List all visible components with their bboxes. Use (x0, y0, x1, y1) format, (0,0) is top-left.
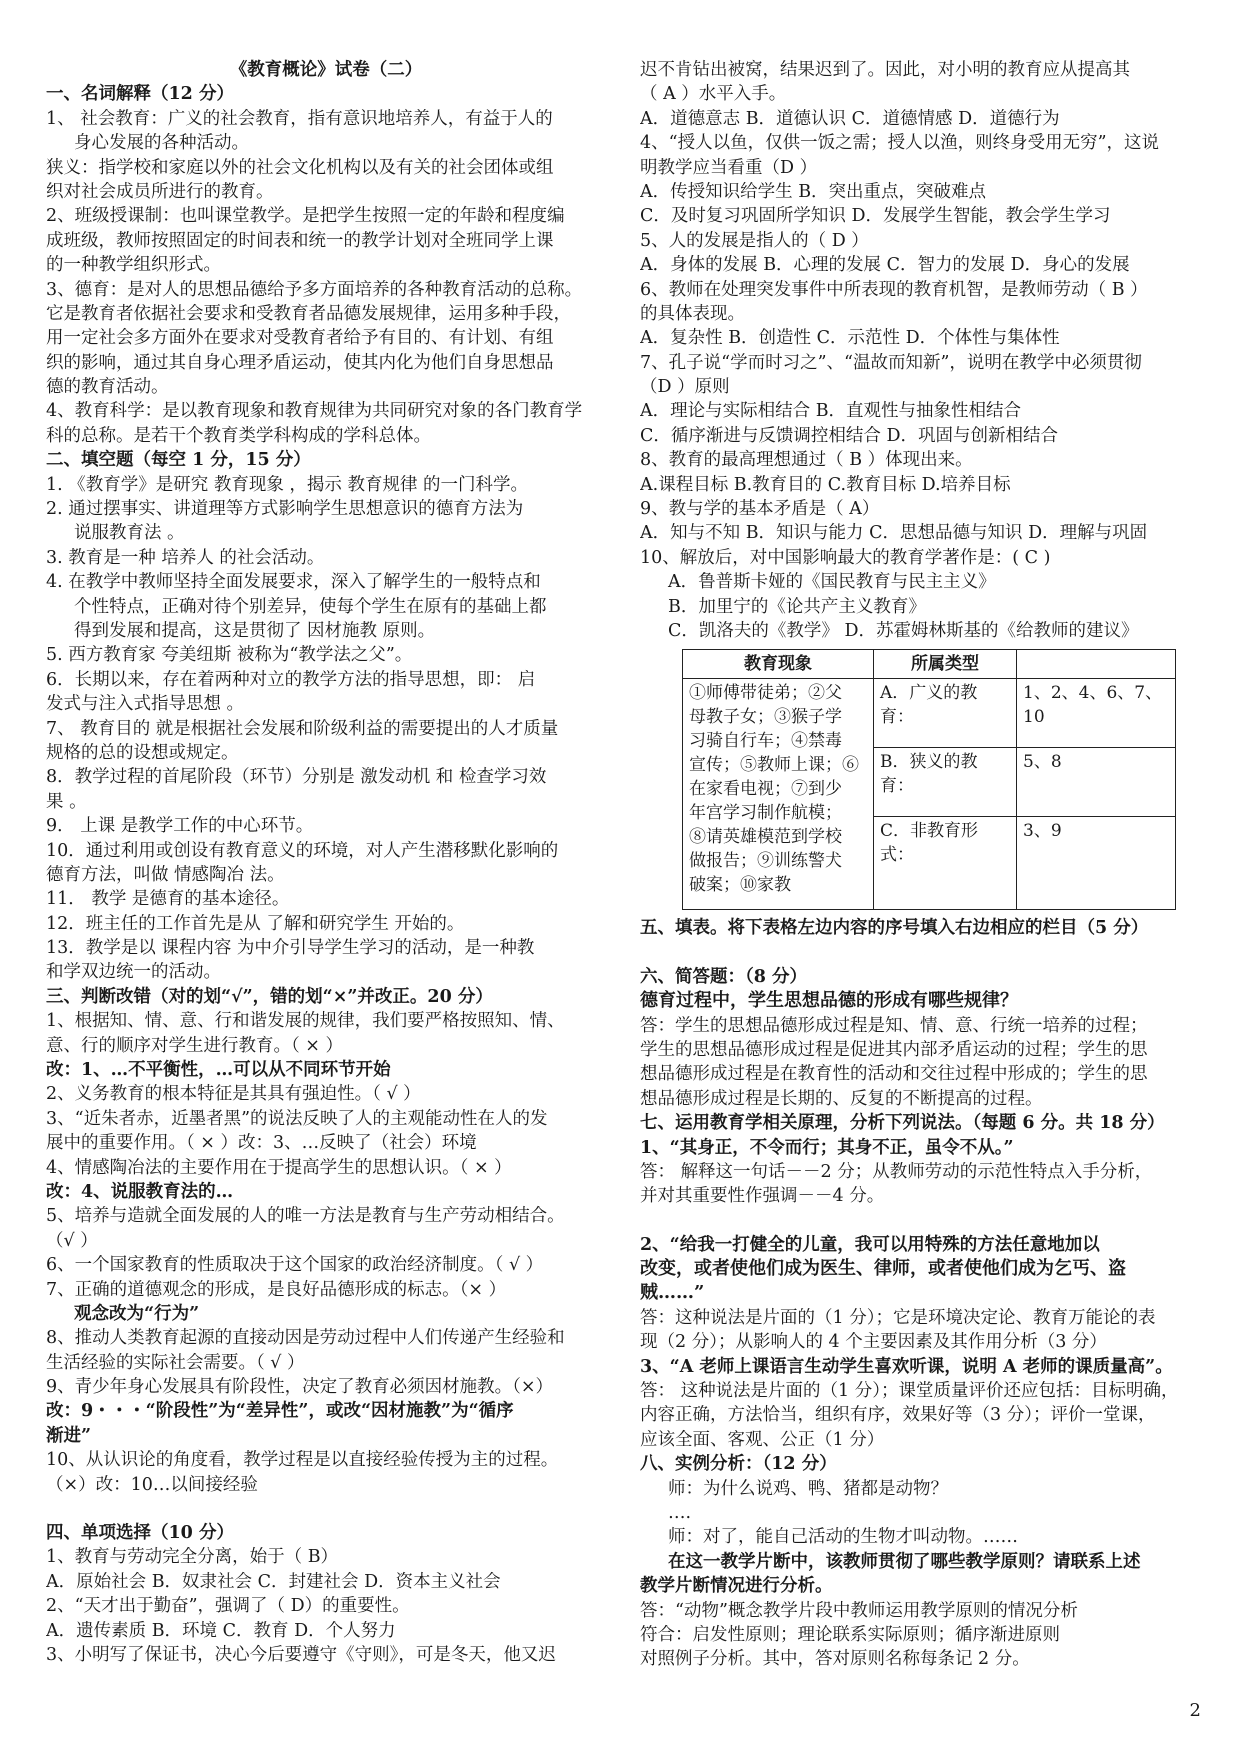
text-line: A.课程目标 B.教育目的 C.教育目标 D.培养目标 (640, 474, 1011, 495)
text-line: 成班级，教师按照固定的时间表和统一的教学计划对全班同学上课 (46, 230, 554, 251)
text-line: 2、“给我一打健全的儿童，我可以用特殊的方法任意地加以 (640, 1234, 1100, 1255)
text-line: 7、 教育目的 就是根据社会发展和阶级利益的需要提出的人才质量 (46, 718, 559, 739)
text-line: 3、德育：是对人的思想品德给予多方面培养的各种教育活动的总称。 (46, 279, 583, 300)
text-line: 7、孔子说“学而时习之”、“温故而知新”，说明在教学中必须贯彻 (640, 352, 1142, 373)
text-line: 答：“动物”概念教学片段中教师运用教学原则的情况分析 (640, 1600, 1078, 1621)
text-line: 5、培养与造就全面发展的人的唯一方法是教育与生产劳动相结合。 (46, 1206, 565, 1227)
text-line: 8．教学过程的首尾阶段（环节）分别是 激发动机 和 检查学习效 (46, 767, 547, 788)
text-line: 德育方法，叫做 情感陶冶 法。 (46, 864, 285, 885)
table-header-row (683, 650, 1176, 679)
text-line: 5. 西方教育家 夸美纽斯 被称为“教学法之父”。 (46, 645, 413, 666)
text-line: 在这一教学片断中，该教师贯彻了哪些教学原则？请联系上述 (668, 1551, 1141, 1572)
text-line: A．传授知识给学生 B．突出重点，突破难点 (640, 181, 987, 202)
text-line: 改：9・・・“阶段性”为“差异性”，或改“因材施教”为“循序 (46, 1401, 514, 1422)
answer-cell: 1、2、4、6、7、10 (1017, 679, 1176, 748)
text-line: 身心发展的各种活动。 (74, 133, 249, 154)
text-line: A．复杂性 B．创造性 C．示范性 D．个体性与集体性 (640, 328, 1060, 349)
text-line: 9、青少年身心发展具有阶段性，决定了教育必须因材施教。（×） (46, 1377, 554, 1398)
table-header: 教育现象 (683, 650, 874, 679)
text-line: 4、“授人以鱼，仅供一饭之需；授人以渔，则终身受用无穷”，这说 (640, 133, 1160, 154)
phenomenon-line: 年宫学习制作航模； (689, 803, 842, 824)
page-number: 2 (1189, 1700, 1201, 1721)
text-line: 它是教育者依据社会要求和受教育者品德发展规律，运用多种手段， (46, 303, 571, 324)
right-column (640, 58, 1200, 1672)
text-line: 2、班级授课制：也叫课堂教学。是把学生按照一定的年龄和程度编 (46, 206, 565, 227)
text-line: 科的总称。是若干个教育类学科构成的学科总体。 (46, 425, 431, 446)
text-line: 一、名词解释（12 分） (46, 84, 234, 105)
text-line: 1、“其身正，不令而行；其身不正，虽令不从。” (640, 1137, 1014, 1158)
text-line: （ A ）水平入手。 (640, 84, 787, 105)
text-line: 2、义务教育的根本特征是其具有强迫性。（ √ ） (46, 1084, 421, 1105)
text-line: 渐进” (46, 1425, 92, 1446)
text-line: 明教学应当看重（D ） (640, 157, 818, 178)
table-row (683, 679, 1176, 748)
text-line: A．理论与实际相结合 B．直观性与抽象性相结合 (640, 401, 1022, 422)
multiple-choice-continued (640, 58, 1200, 643)
text-line: 答：这种说法是片面的（1 分）；它是环境决定论、教育万能论的表 (640, 1307, 1156, 1328)
text-line: 贼……” (640, 1282, 705, 1304)
text-line: 6．长期以来，存在着两种对立的教学方法的指导思想，即： 启 (46, 669, 536, 690)
text-line: 迟不肯钻出被窝，结果迟到了。因此，对小明的教育应从提高其 (640, 60, 1130, 80)
text-line: （×）改：10…以间接经验 (46, 1474, 258, 1495)
phenomenon-line: ①师傅带徒弟；②父 (689, 683, 842, 704)
text-line: 教学片断情况进行分析。 (640, 1576, 833, 1597)
text-line: 规格的总的设想或规定。 (46, 742, 239, 763)
text-line: 11． 教学 是德育的基本途径。 (46, 889, 290, 910)
type-cell: A．广义的教育： (874, 679, 1017, 748)
text-line: 生活经验的实际社会需要。（ √ ） (46, 1352, 305, 1373)
phenomenon-line: 做报告；⑨训练警犬 (689, 851, 842, 872)
text-line: 发式与注入式指导思想 。 (46, 694, 245, 715)
phenomenon-line: 母教子女；③猴子学 (689, 707, 842, 728)
text-line: 6、一个国家教育的性质取决于这个国家的政治经济制度。（ √ ） (46, 1255, 544, 1276)
text-line: 3、小明写了保证书，决心今后要遵守《守则》，可是冬天，他又迟 (46, 1645, 556, 1665)
text-line (640, 941, 1200, 965)
text-line: 6、教师在处理突发事件中所表现的教育机智，是教师劳动（ B ） (640, 279, 1148, 300)
text-line: 9、教与学的基本矛盾是（ A） (640, 499, 880, 520)
text-line (46, 1497, 606, 1521)
text-line: 六、简答题：（8 分） (640, 966, 808, 987)
text-line: C．凯洛夫的《教学》 D．苏霍姆林斯基的《给教师的建议》 (668, 620, 1139, 641)
short-answer-and-analysis (640, 916, 1200, 1671)
text-line: 想品德形成过程是长期的、反复的不断提高的过程。 (640, 1088, 1043, 1109)
text-line: 的一种教学组织形式。 (46, 255, 221, 276)
text-line: A．身体的发展 B．心理的发展 C．智力的发展 D．身心的发展 (640, 255, 1130, 276)
text-line: 说服教育法 。 (74, 523, 185, 544)
text-line: 二、填空题（每空 1 分，15 分） (46, 450, 311, 471)
text-line: 学生的思想品德形成过程是促进其内部矛盾运动的过程；学生的思 (640, 1039, 1148, 1060)
text-line: A．道德意志 B．道德认识 C．道德情感 D．道德行为 (640, 108, 1060, 129)
text-line: 德育过程中，学生思想品德的形成有哪些规律？ (640, 990, 1018, 1012)
text-line: 符合：启发性原则；理论联系实际原则；循序渐进原则 (640, 1624, 1060, 1645)
text-line: 展中的重要作用。（ × ）改：3、…反映了（社会）环境 (46, 1133, 477, 1154)
text-line: 10、从认识论的角度看，教学过程是以直接经验传授为主的过程。 (46, 1450, 559, 1471)
text-line: 改变，或者使他们成为医生、律师，或者使他们成为乞丐、盗 (640, 1258, 1126, 1280)
text-line: 七、运用教育学相关原理，分析下列说法。（每题 6 分。共 18 分） (640, 1113, 1165, 1134)
text-line: 1、教育与劳动完全分离，始于（ B） (46, 1547, 339, 1568)
text-line: 答：学生的思想品德形成过程是知、情、意、行统一培养的过程； (640, 1015, 1148, 1036)
text-line: 果 。 (46, 791, 87, 812)
text-line: 八、实例分析：（12 分） (640, 1454, 837, 1475)
table-header (1017, 650, 1176, 679)
text-line: 意、行的顺序对学生进行教育。（ × ） (46, 1035, 344, 1056)
text-line: 改：1、…不平衡性，…可以从不同环节开始 (46, 1060, 391, 1081)
text-line: 4、情感陶冶法的主要作用在于提高学生的思想认识。（ × ） (46, 1157, 512, 1178)
text-line: 师：对了，能自己活动的生物才叫动物。…… (668, 1527, 1018, 1548)
text-line: 3、“近朱者赤，近墨者黑”的说法反映了人的主观能动性在人的发 (46, 1108, 548, 1129)
answer-cell: 5、8 (1017, 748, 1176, 817)
text-line: 和学双边统一的活动。 (46, 962, 221, 983)
text-line: 2、“天才出于勤奋”，强调了（ D）的重要性。 (46, 1596, 410, 1617)
text-line: 9． 上课 是教学工作的中心环节。 (46, 816, 314, 837)
text-line: 12．班主任的工作首先是从 了解和研究学生 开始的。 (46, 913, 465, 934)
text-line: A．知与不知 B．知识与能力 C．思想品德与知识 D．理解与巩固 (640, 523, 1148, 544)
text-line: 得到发展和提高，这是贯彻了 因材施教 原则。 (74, 620, 436, 641)
text-line: 观念改为“行为” (74, 1303, 200, 1324)
text-line: 《教育概论》试卷（二） (229, 60, 423, 80)
text-line: 用一定社会多方面外在要求对受教育者给予有目的、有计划、有组 (46, 328, 554, 349)
phenomenon-line: 破案；⑩家教 (689, 875, 791, 896)
type-cell: C．非教育形式： (874, 817, 1017, 910)
text-line: 师：为什么说鸡、鸭、猪都是动物？ (668, 1478, 948, 1499)
phenomenon-line: 习骑自行车；④禁毒 (689, 731, 842, 752)
phenomenon-line: 宣传；⑤教师上课；⑥ (689, 755, 859, 776)
text-line: 织的影响，通过其自身心理矛盾运动，使其内化为他们自身思想品 (46, 352, 554, 373)
phenomena-cell (683, 679, 874, 910)
text-line: 对照例子分析。其中，答对原则名称每条记 2 分。 (640, 1649, 1030, 1670)
text-line: （D ）原则 (640, 377, 730, 398)
text-line: 个性特点，正确对待个别差异，使每个学生在原有的基础上都 (74, 596, 547, 617)
text-line: C．及时复习巩固所学知识 D．发展学生智能，教会学生学习 (640, 206, 1111, 227)
text-line: 改：4、说服教育法的… (46, 1181, 234, 1202)
text-line: C．循序渐进与反馈调控相结合 D．巩固与创新相结合 (640, 425, 1058, 446)
left-column (46, 58, 606, 1667)
text-line: 1、 社会教育：广义的社会教育，指有意识地培养人，有益于人的 (46, 108, 553, 129)
text-line: 3、“A 老师上课语言生动学生喜欢听课，说明 A 老师的课质量高”。 (640, 1356, 1173, 1377)
text-line: 5、人的发展是指人的（ D ） (640, 230, 869, 251)
text-line: 想品德形成过程是在教育性的活动和交往过程中形成的；学生的思 (640, 1064, 1148, 1085)
text-line: A．鲁普斯卡娅的《国民教育与民主主义》 (668, 572, 996, 593)
text-line: 2. 通过摆事实、讲道理等方式影响学生思想意识的德育方法为 (46, 499, 524, 520)
classification-table (682, 649, 1176, 910)
text-line: 德的教育活动。 (46, 377, 169, 398)
text-line: 1. 《教育学》是研究 教育现象 ，揭示 教育规律 的一门科学。 (46, 474, 529, 495)
text-line: （√ ） (46, 1230, 98, 1251)
text-line: 答： 解释这一句话－－2 分；从教师劳动的示范性特点入手分析， (640, 1161, 1153, 1182)
text-line: 四、单项选择（10 分） (46, 1523, 234, 1544)
text-line: 10．通过利用或创设有教育意义的环境，对人产生潜移默化影响的 (46, 840, 559, 861)
text-line: 三、判断改错（对的划“√”，错的划“×”并改正。20 分） (46, 986, 493, 1007)
text-line: 并对其重要性作强调－－4 分。 (640, 1186, 885, 1207)
text-line: 10、解放后，对中国影响最大的教育学著作是：( C ) (640, 547, 1051, 568)
text-line: 1、根据知、情、意、行和谐发展的规律，我们要严格按照知、情、 (46, 1011, 565, 1032)
text-line: 8、教育的最高理想通过（ B ）体现出来。 (640, 450, 973, 471)
text-line: 7、正确的道德观念的形成，是良好品德形成的标志。（× ） (46, 1279, 507, 1300)
text-line: 内容正确，方法恰当，组织有序，效果好等（3 分）；评价一堂课， (640, 1405, 1156, 1426)
text-line (640, 1209, 1200, 1233)
text-line: 应该全面、客观、公正（1 分） (640, 1429, 885, 1450)
text-line: 的具体表现。 (640, 303, 745, 324)
text-line: 答： 这种说法是片面的（1 分）；课堂质量评价还应包括：目标明确， (640, 1381, 1179, 1402)
table-header: 所属类型 (874, 650, 1017, 679)
text-line: A．遗传素质 B．环境 C．教育 D．个人努力 (46, 1620, 396, 1641)
phenomenon-line: ⑧请英雄模范到学校 (689, 827, 842, 848)
text-line: 狭义：指学校和家庭以外的社会文化机构以及有关的社会团体或组 (46, 157, 554, 178)
text-line: 3. 教育是一种 培养人 的社会活动。 (46, 547, 325, 568)
phenomenon-line: 在家看电视；⑦到少 (689, 779, 842, 800)
text-line: 4、教育科学：是以教育现象和教育规律为共同研究对象的各门教育学 (46, 401, 583, 422)
text-line: A．原始社会 B．奴隶社会 C．封建社会 D．资本主义社会 (46, 1571, 501, 1592)
text-line: 8、推动人类教育起源的直接动因是劳动过程中人们传递产生经验和 (46, 1328, 565, 1349)
text-line: …. (668, 1502, 692, 1523)
text-line: 现（2 分）；从影响人的 4 个主要因素及其作用分析（3 分） (640, 1332, 1107, 1353)
text-line: 13．教学是以 课程内容 为中介引导学生学习的活动，是一种教 (46, 938, 535, 959)
text-line: 五、填表。将下表格左边内容的序号填入右边相应的栏目（5 分） (640, 918, 1149, 939)
text-line: B．加里宁的《论共产主义教育》 (668, 596, 926, 617)
text-line: 织对社会成员所进行的教育。 (46, 181, 274, 202)
answer-cell: 3、9 (1017, 817, 1176, 910)
text-line: 4. 在教学中教师坚持全面发展要求，深入了解学生的一般特点和 (46, 572, 541, 593)
type-cell: B．狭义的教育： (874, 748, 1017, 817)
